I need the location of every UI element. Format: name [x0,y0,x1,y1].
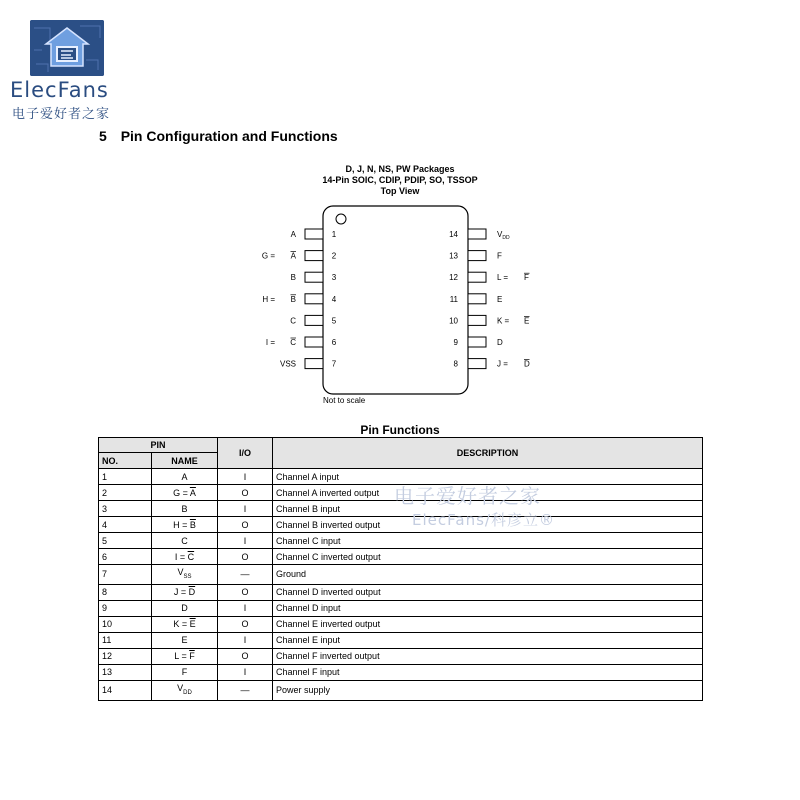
pin-no-cell: 8 [99,584,152,600]
pin-13-name: F [497,251,502,261]
pin-io-cell: O [218,616,273,632]
pin-io-cell: I [218,501,273,517]
pin-io-cell: I [218,469,273,485]
pin-2-prefix: G = [261,251,275,261]
pin-io-cell: O [218,485,273,501]
pin-6-number: 6 [331,338,337,347]
pin-no-cell: 4 [99,517,152,533]
pin-3-lead [305,272,323,282]
pin-12-number: 12 [449,273,458,283]
table-row [99,584,703,600]
pin-no-cell: 9 [99,600,152,616]
pin-6-prefix: I = [265,338,275,347]
logo-brand: ElecFans [10,78,109,102]
pin-no-cell: 6 [99,549,152,565]
pin-12-prefix: L = [497,273,509,283]
pin-5-name: C [290,316,296,326]
pin-name-cell: $G = \overline{A}$ [152,485,218,501]
table-row [99,549,703,565]
pin-2-name: A [290,251,296,261]
ic-body [323,206,468,394]
pin-10-number: 10 [449,316,458,326]
watermark-line-1: 电子爱好者之家 [394,484,541,508]
pin-description-cell: Channel E input [273,632,703,648]
pin-io-cell: O [218,549,273,565]
pin-14-name: $V_{DD}$ [497,230,510,241]
pin-name-cell: C [152,533,218,549]
table-row [99,664,703,680]
pin-9-number: 9 [453,338,458,347]
pin-3-number: 3 [331,273,337,283]
table-row [99,485,703,501]
pin-name-cell: A [152,469,218,485]
pin-io-cell: I [218,600,273,616]
pin-11-number: 11 [449,294,458,304]
pin-8-name: D [524,359,530,369]
pin-no-cell: 3 [99,501,152,517]
pin-description-cell: Channel B input [273,501,703,517]
pin-description-cell: Channel C inverted output [273,549,703,565]
package-line-2: 14-Pin SOIC, CDIP, PDIP, SO, TSSOP [322,175,478,185]
table-row [99,600,703,616]
pin-11-name: E [497,294,503,304]
pin-description-cell: Channel A inverted output [273,485,703,501]
pin-7-lead [305,359,323,369]
pin-7-name: VSS [279,359,296,369]
pin-io-cell: I [218,632,273,648]
pin-4-lead [305,294,323,304]
pin-10-lead [468,315,486,325]
table-row [99,501,703,517]
pin-5-lead [305,315,323,325]
pin-4-prefix: H = [262,294,275,304]
pin-description-cell: Channel A input [273,469,703,485]
table-title: Pin Functions [360,423,440,437]
table-row [99,565,703,585]
pin-header: PIN [99,438,218,453]
pin-10-prefix: K = [497,316,510,326]
pin-io-cell: I [218,664,273,680]
pin-no-cell: 14 [99,680,152,700]
pin-name-cell: $I = \overline{C}$ [152,549,218,565]
pin-9-name: D [497,338,503,347]
pin-functions-table [98,437,703,701]
section-title: Pin Configuration and Functions [120,128,338,144]
pin-8-lead [468,359,486,369]
pin-6-name: C [290,338,296,347]
table-row [99,680,703,700]
pin-6-lead [305,337,323,347]
pin-name-cell: $V_{DD}$ [152,680,218,700]
name-header: NAME [152,453,218,469]
pin-8-prefix: J = [497,359,508,369]
pin-2-lead [305,251,323,261]
pin-name-cell: $K = \overline{E}$ [152,616,218,632]
table-row [99,632,703,648]
pin-description-cell: Channel B inverted output [273,517,703,533]
pin-name-cell: $J = \overline{D}$ [152,584,218,600]
pin-no-cell: 7 [99,565,152,585]
pin-no-cell: 13 [99,664,152,680]
pin-2-number: 2 [331,251,337,261]
pin-8-number: 8 [453,359,458,369]
pin-name-cell: B [152,501,218,517]
pin-11-lead [468,294,486,304]
package-line-3: Top View [380,186,420,196]
section-number: 5 [99,128,107,144]
pin-4-name: B [290,294,296,304]
package-line-1: D, J, N, NS, PW Packages [345,164,455,174]
pin-1-name: A [290,230,296,239]
table-row [99,648,703,664]
pin-no-cell: 10 [99,616,152,632]
pin-description-cell: Channel F input [273,664,703,680]
pin-description-cell: Channel C input [273,533,703,549]
pin-description-cell: Channel D inverted output [273,584,703,600]
pin-description-cell: Channel E inverted output [273,616,703,632]
io-header: I/O [218,438,273,469]
pin-7-number: 7 [331,359,337,369]
pin-io-cell: — [218,565,273,585]
pin-io-cell: I [218,533,273,549]
pin-description-cell: Channel D input [273,600,703,616]
pin-1-number: 1 [331,230,337,239]
pin-14-lead [468,229,486,239]
pin-10-name: E [524,316,530,326]
pin-name-cell: $L = \overline{F}$ [152,648,218,664]
pin-name-cell: F [152,664,218,680]
pin-io-cell: — [218,680,273,700]
pin-no-cell: 5 [99,533,152,549]
pin-12-name: F [524,273,529,283]
pin-no-cell: 12 [99,648,152,664]
pin-13-number: 13 [449,251,458,261]
pin-14-number: 14 [449,230,458,239]
pin-io-cell: O [218,648,273,664]
pin-13-lead [468,251,486,261]
table-row [99,517,703,533]
pin-no-cell: 1 [99,469,152,485]
pin-description-cell: Power supply [273,680,703,700]
pin-1-lead [305,229,323,239]
no-header: NO. [99,453,152,469]
description-header: DESCRIPTION [273,438,703,469]
pin-9-lead [468,337,486,347]
pin-io-cell: O [218,517,273,533]
table-row [99,469,703,485]
pin-12-lead [468,272,486,282]
pin-name-cell: D [152,600,218,616]
pin-4-number: 4 [331,294,337,304]
pin-name-cell: E [152,632,218,648]
pin-no-cell: 11 [99,632,152,648]
pin-io-cell: O [218,584,273,600]
pin-name-cell: $V_{SS}$ [152,565,218,585]
pin-name-cell: $H = \overline{B}$ [152,517,218,533]
pin-description-cell: Channel F inverted output [273,648,703,664]
table-row [99,533,703,549]
pin-no-cell: 2 [99,485,152,501]
watermark-line-2: ElecFans/科彦立® [412,511,555,529]
logo-subtitle: 电子爱好者之家 [12,107,111,122]
pin-5-number: 5 [331,316,337,326]
scale-note: Not to scale [323,396,366,405]
pin-description-cell: Ground [273,565,703,585]
table-row [99,616,703,632]
pin-3-name: B [290,273,296,283]
